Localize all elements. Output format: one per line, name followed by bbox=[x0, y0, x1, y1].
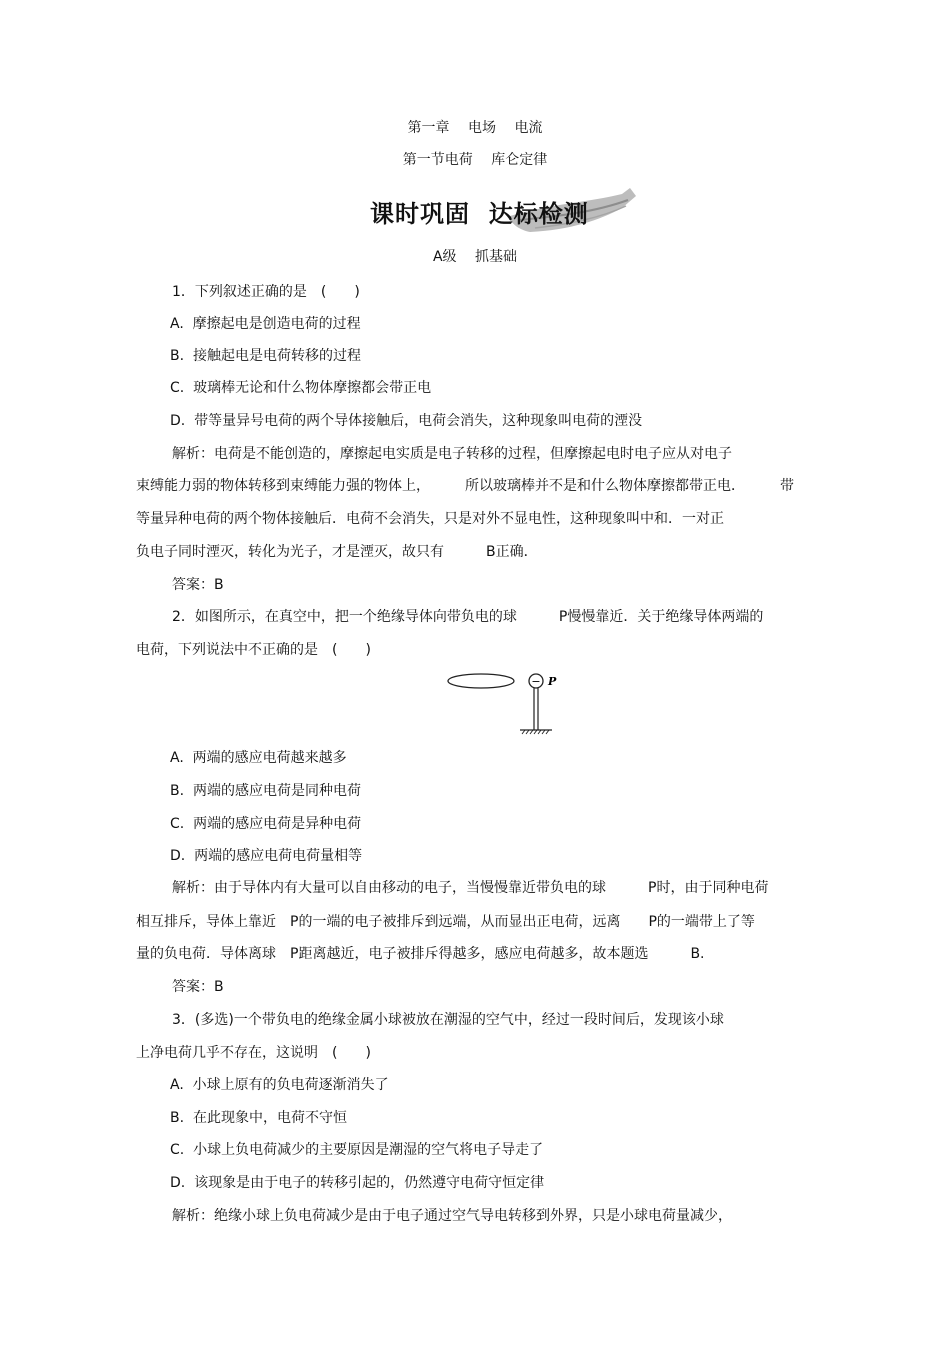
q2-analysis-line: 相互排斥，导体上靠近 P的一端的电子被排斥到远端，从而显出正电荷，远离 P的一端带上了等 bbox=[136, 914, 755, 930]
ball-charge-sign: − bbox=[531, 675, 541, 688]
q1-option-b: B. 接触起电是电荷转移的过程 bbox=[170, 348, 361, 364]
q2-stem-line: 电荷，下列说法中不正确的是 ( ) bbox=[136, 642, 371, 658]
q1-analysis-line: 解析：电荷是不能创造的，摩擦起电实质是电子转移的过程，但摩擦起电时电子应从对电子 bbox=[172, 446, 732, 462]
banner bbox=[360, 186, 640, 234]
q2-answer: 答案：B bbox=[172, 979, 224, 995]
q2-analysis-line: 解析：由于导体内有大量可以自由移动的电子，当慢慢靠近带负电的球 P时，由于同种电荷 bbox=[172, 880, 769, 896]
q2-stem-line: 2．如图所示，在真空中，把一个绝缘导体向带负电的球 P慢慢靠近．关于绝缘导体两端的 bbox=[172, 609, 764, 625]
section-title: 第一节电荷 库仑定律 bbox=[402, 152, 548, 168]
conductor-figure bbox=[440, 668, 570, 738]
insulated-conductor bbox=[448, 674, 514, 688]
level-heading: A级 抓基础 bbox=[432, 249, 518, 265]
q3-option-d: D. 该现象是由于电子的转移引起的，仍然遵守电荷守恒定律 bbox=[170, 1175, 545, 1191]
q3-option-b: B. 在此现象中，电荷不守恒 bbox=[170, 1110, 347, 1126]
q2-option-d: D. 两端的感应电荷电荷量相等 bbox=[170, 848, 363, 864]
q2-analysis-line: 量的负电荷．导体离球 P距离越近，电子被排斥得越多，感应电荷越多，故本题选 B. bbox=[136, 946, 705, 962]
q1-stem: 1．下列叙述正确的是 ( ) bbox=[172, 284, 360, 300]
q1-option-d: D. 带等量异号电荷的两个导体接触后，电荷会消失，这种现象叫电荷的湮没 bbox=[170, 413, 643, 429]
q1-analysis-line: 负电子同时湮灭，转化为光子，才是湮灭，故只有 B正确． bbox=[136, 544, 538, 560]
q3-stem-line: 上净电荷几乎不存在，这说明 ( ) bbox=[136, 1045, 371, 1061]
q2-option-c: C. 两端的感应电荷是异种电荷 bbox=[170, 816, 362, 832]
q1-analysis-line: 等量异种电荷的两个物体接触后．电荷不会消失，只是对外不显电性，这种现象叫中和．一对正 bbox=[136, 511, 724, 527]
q3-stem-line: 3．(多选)一个带负电的绝缘金属小球被放在潮湿的空气中，经过一段时间后，发现该小球 bbox=[172, 1012, 724, 1028]
q3-option-a: A. 小球上原有的负电荷逐渐消失了 bbox=[170, 1077, 389, 1093]
q2-option-a: A. 两端的感应电荷越来越多 bbox=[170, 750, 347, 766]
q1-analysis-line: 束缚能力弱的物体转移到束缚能力强的物体上， 所以玻璃棒并不是和什么物体摩擦都带正电． 带 bbox=[136, 478, 794, 494]
q1-answer: 答案：B bbox=[172, 577, 224, 593]
q2-option-b: B. 两端的感应电荷是同种电荷 bbox=[170, 783, 361, 799]
q1-option-a: A. 摩擦起电是创造电荷的过程 bbox=[170, 316, 361, 332]
ball-label: P bbox=[548, 675, 557, 688]
q1-option-c: C. 玻璃棒无论和什么物体摩擦都会带正电 bbox=[170, 380, 432, 396]
chapter-title: 第一章 电场 电流 bbox=[407, 120, 543, 136]
q3-analysis-line: 解析：绝缘小球上负电荷减少是由于电子通过空气导电转移到外界，只是小球电荷量减少， bbox=[172, 1208, 732, 1224]
q3-option-c: C. 小球上负电荷减少的主要原因是潮湿的空气将电子导走了 bbox=[170, 1142, 544, 1158]
banner-title: 课时巩固 达标检测 bbox=[370, 200, 589, 228]
